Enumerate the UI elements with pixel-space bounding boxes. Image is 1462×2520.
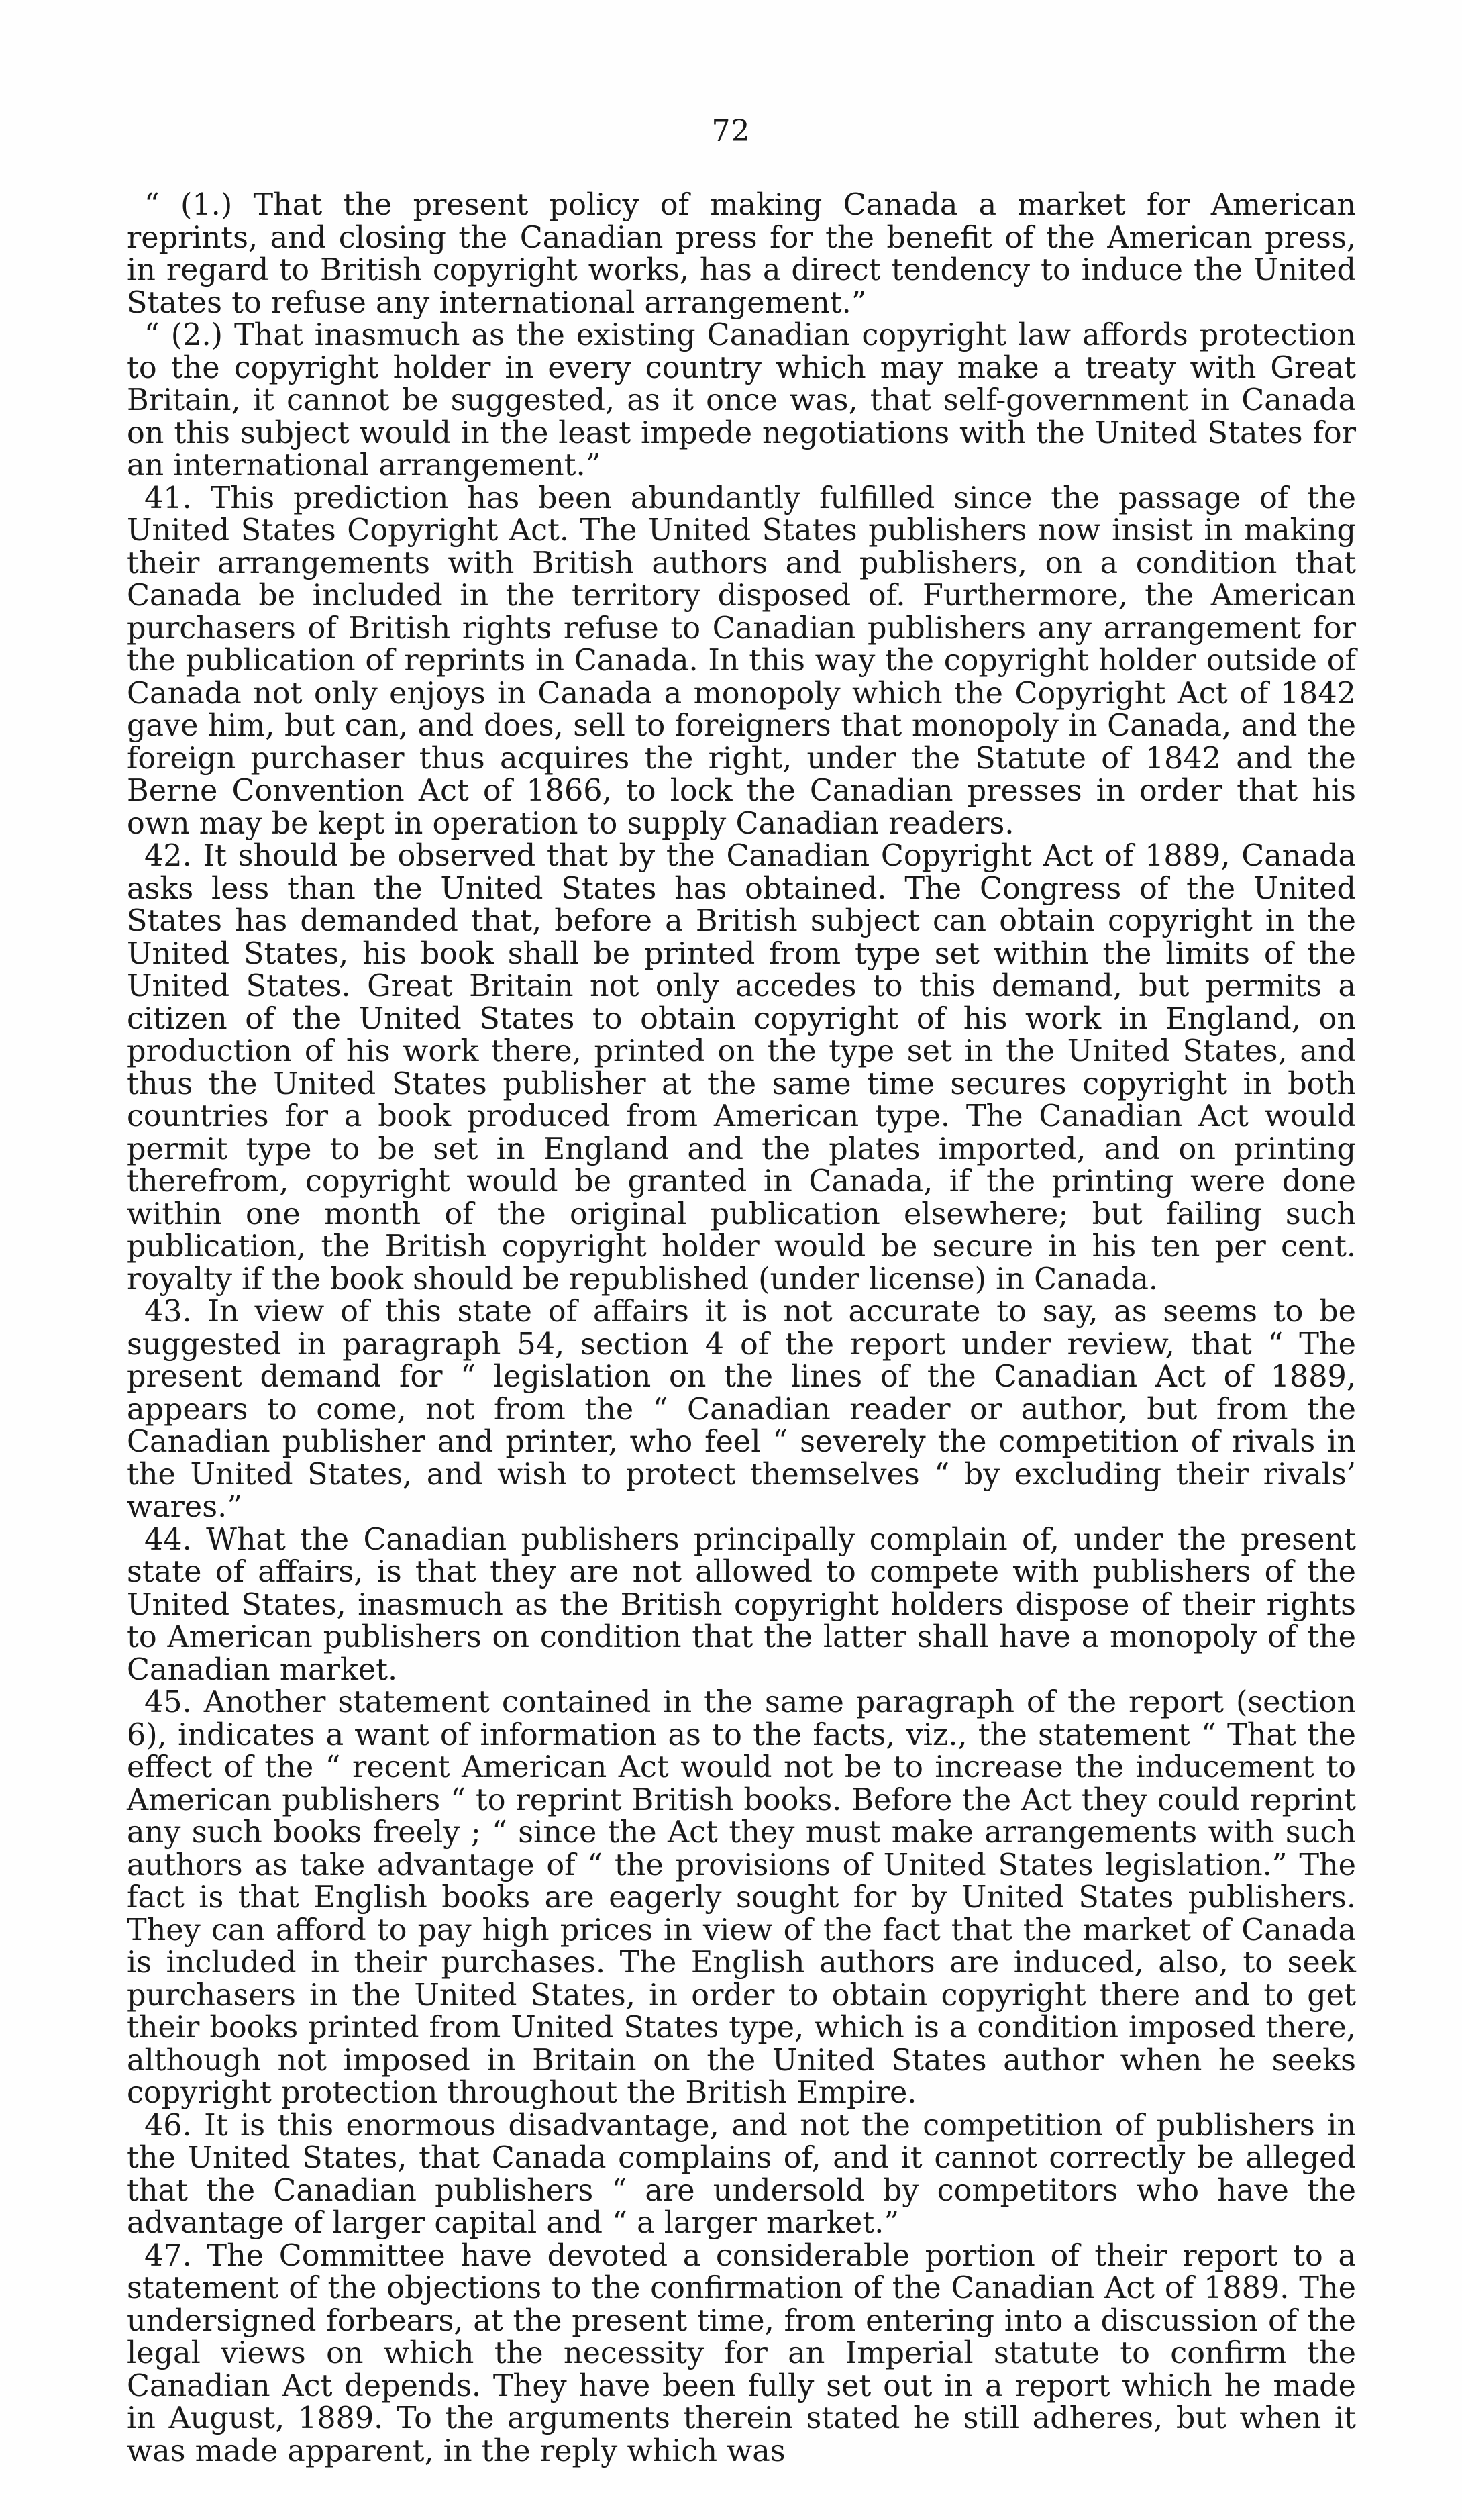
paragraph-42: 42. It should be observed that by the Canadian Copyright Act of 1889, Canada asks less than the United States has obtained. The Congress of the United States has demanded that, before a British subject can obtain copyright in the United States, his book shall be printed from type set within the limits of the United States. Great Britain not only accedes to this demand, but permits a citizen of the United States to obtain copyright of his work in England, on production of his work there, printed on the type set in the United States, and thus the United States publisher at the same time secures copyright in both countries for a book produced from American type. The Canadian Act would permit type to be set in England and the plates imported, and on printing therefrom, copyright would be granted in Canada, if the printing were done within one month of the original publication elsewhere; but failing such publication, the British copyright holder would be secure in his ten per cent. royalty if the book should be republished (under license) in Canada. [127, 839, 1356, 1297]
paragraph-46: 46. It is this enormous disadvantage, and not the competition of publishers in the United States, that Canada complains of, and it cannot correctly be alleged that the Canadian publishers “ are undersold by competitors who have the advantage of larger capital and “ a larger market.” [127, 2108, 1356, 2240]
paragraph-43: 43. In view of this state of affairs it is not accurate to say, as seems to be suggested in paragraph 54, section 4 of the report under review, that “ The present demand for “ legislation on the lines of the Canadian Act of 1889, appears to come, not from the “ Canadian reader or author, but from the Canadian publisher and printer, who feel “ severely the competition of rivals in the United States, and wish to protect themselves “ by excluding their rivals’ wares.” [127, 1295, 1356, 1524]
page-number: 72 [711, 114, 751, 148]
paragraph-resolution-2: “ (2.) That inasmuch as the existing Canadian copyright law affords protection to the copyright holder in every country which may make a treaty with Great Britain, it cannot be suggested, as it once was, that self-government in Canada on this subject would in the least impede negotiations with the United States for an international arrangement.” [127, 318, 1356, 483]
paragraph-45: 45. Another statement contained in the same paragraph of the report (section 6), indicates a want of information as to the facts, viz., the statement “ That the effect of the “ recent American Act would not be to increase the inducement to American publishers “ to reprint British books. Before the Act they could reprint any such books freely ; “ since the Act they must make arrangements with such authors as take advantage of “ the provisions of United States legislation.” The fact is that English books are eagerly sought for by United States publishers. They can afford to pay high prices in view of the fact that the market of Canada is included in their purchases. The English authors are induced, also, to seek purchasers in the United States, in order to obtain copyright there and to get their books printed from United States type, which is a condition imposed there, although not imposed in Britain on the United States author when he seeks copyright protection throughout the British Empire. [127, 1685, 1356, 2110]
paragraph-resolution-1: “ (1.) That the present policy of making Canada a market for American reprints, and closing the Canadian press for the benefit of the American press, in regard to British copyright works, has a direct tendency to induce the United States to refuse any international arrangement.” [127, 188, 1356, 320]
paragraph-44: 44. What the Canadian publishers principally complain of, under the present state of affairs, is that they are not allowed to compete with publishers of the United States, inasmuch as the British copyright holders dispose of their rights to American publishers on condition that the latter shall have a monopoly of the Canadian market. [127, 1522, 1356, 1687]
paragraph-41: 41. This prediction has been abundantly fulfilled since the passage of the United States Copyright Act. The United States publishers now insist in making their arrangements with British authors and publishers, on a condition that Canada be included in the territory disposed of. Furthermore, the American purchasers of British rights refuse to Canadian publishers any arrangement for the publication of reprints in Canada. In this way the copyright holder outside of Canada not only enjoys in Canada a monopoly which the Copyright Act of 1842 gave him, but can, and does, sell to foreigners that monopoly in Canada, and the foreign purchaser thus acquires the right, under the Statute of 1842 and the Berne Convention Act of 1866, to lock the Canadian presses in order that his own may be kept in operation to supply Canadian readers. [127, 481, 1356, 841]
document-body [127, 189, 1356, 2468]
paragraph-47: 47. The Committee have devoted a considerable portion of their report to a statement of the objections to the confirmation of the Canadian Act of 1889. The undersigned forbears, at the present time, from entering into a discussion of the legal views on which the necessity for an Imperial statute to confirm the Canadian Act depends. They have been fully set out in a report which he made in August, 1889. To the arguments therein stated he still adheres, but when it was made apparent, in the reply which was [127, 2238, 1356, 2468]
